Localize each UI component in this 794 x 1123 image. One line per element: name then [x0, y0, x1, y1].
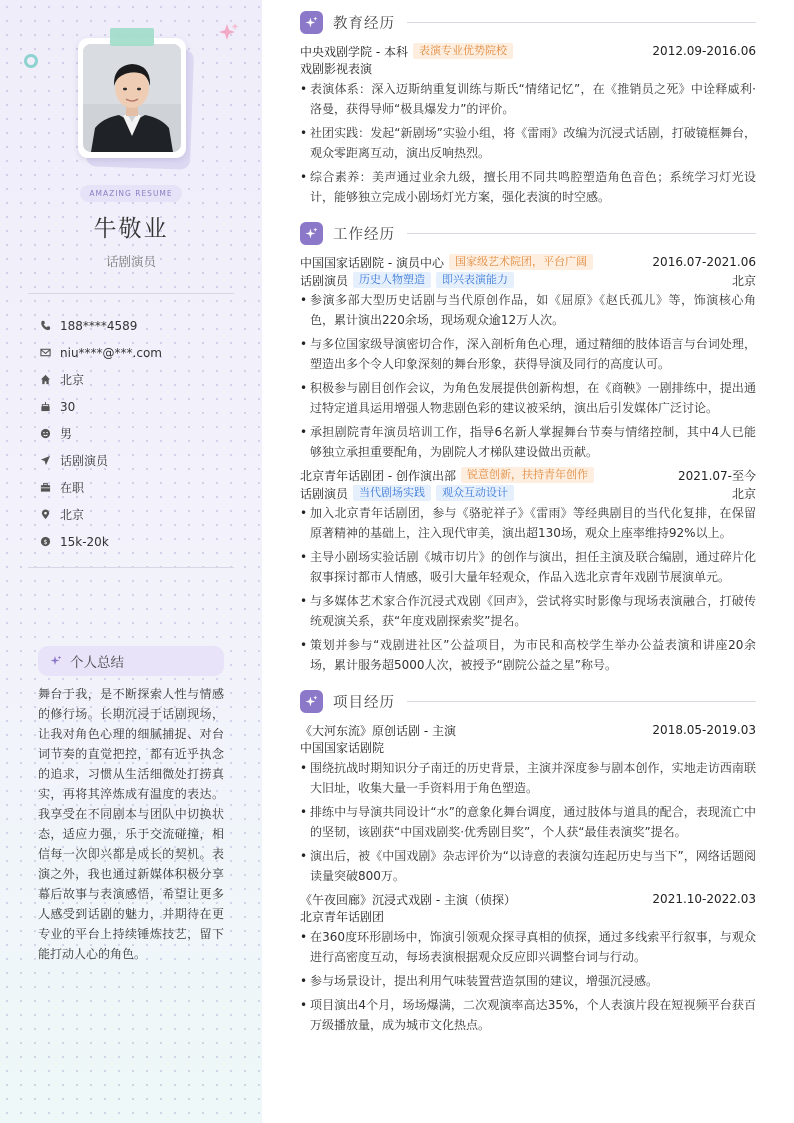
company-name: 北京青年话剧团 - 创作演出部: [300, 468, 456, 483]
projects-section: [300, 689, 756, 1035]
phone-icon: [40, 319, 60, 333]
list-item: • 排练中与导演共同设计“水”的意象化舞台调度，通过肢体与道具的配合，表现流亡中的坚韧，该剧获“中国戏剧奖·优秀剧目奖”，个人获“最佳表演奖”提名。: [300, 802, 756, 842]
send-icon: [40, 454, 60, 468]
list-item: • 与多媒体艺术家合作沉浸式戏剧《回声》，尝试将实时影像与现场表演融合，打破传统观演关系，获“年度戏剧探索奖”提名。: [300, 591, 756, 631]
bullet-list: [300, 79, 756, 207]
section-title: 教育经历: [333, 15, 395, 32]
list-item: • 加入北京青年话剧团，参与《骆驼祥子》《雷雨》等经典剧目的当代化复排，在保留原著精神的基础上，注入现代审美，演出超130场，观众上座率维持92%以上。: [300, 503, 756, 543]
education-entry: [300, 42, 756, 207]
info-home: 北京: [40, 366, 240, 393]
main-content: [300, 10, 756, 1049]
section-heading: [300, 689, 756, 713]
decorative-ring-icon: [24, 54, 38, 68]
section-rule: [407, 22, 756, 23]
contact-info-list: [40, 312, 240, 555]
list-item: • 社团实践：发起“新剧场”实验小组，将《雷雨》改编为沉浸式话剧，打破镜框舞台，观众零距离互动，演出反响热烈。: [300, 123, 756, 163]
project-name: 《大河东流》原创话剧 - 主演: [300, 723, 456, 738]
project-entry: [300, 890, 756, 1035]
info-status: 在职: [40, 474, 240, 501]
profile-photo: [78, 38, 188, 162]
project-org: 北京青年话剧团: [300, 910, 385, 924]
sparkle-icon: [218, 22, 240, 44]
sparkle-icon: [300, 222, 323, 245]
skill-tag: 历史人物塑造: [353, 272, 431, 288]
list-item: • 围绕抗战时期知识分子南迁的历史背景，主演并深度参与剧本创作，实地走访西南联大旧址，收集大量一手资料用于角色塑造。: [300, 758, 756, 798]
section-title: 工作经历: [333, 226, 395, 243]
info-location: 北京: [40, 501, 240, 528]
avatar: [83, 44, 181, 152]
bullet-list: [300, 503, 756, 675]
skill-tag: 当代剧场实践: [353, 485, 431, 501]
candidate-role: 话剧演员: [105, 254, 156, 269]
section-title: 项目经历: [333, 694, 395, 711]
info-phone: 188****4589: [40, 312, 240, 339]
company-name: 中国国家话剧院 - 演员中心: [300, 255, 444, 270]
highlight-tag: 锐意创新，扶持青年创作: [461, 467, 594, 483]
city: 北京: [731, 486, 756, 501]
school-name: 中央戏剧学院 - 本科: [300, 44, 408, 59]
list-item: • 参与场景设计，提出利用气味装置营造氛围的建议，增强沉浸感。: [300, 971, 756, 991]
photo-tape: [110, 28, 154, 46]
skill-tag: 观众互动设计: [436, 485, 514, 501]
list-item: • 承担剧院青年演员培训工作，指导6名新人掌握舞台节奏与情绪控制，其中4人已能够独立承担重要配角，为剧院人才梯队建设做出贡献。: [300, 422, 756, 462]
section-heading: [300, 221, 756, 245]
mail-icon: [40, 346, 60, 360]
list-item: • 与多位国家级导演密切合作，深入剖析角色心理，通过精细的肢体语言与台词处理，塑造出多个令人印象深刻的舞台形象，获得导演及同行的高度认可。: [300, 334, 756, 374]
list-item: • 参演多部大型历史话剧与当代原创作品，如《屈原》《赵氏孤儿》等，饰演核心角色，累计演出220余场，现场观众逾12万人次。: [300, 290, 756, 330]
home-icon: [40, 373, 60, 387]
date-range: 2016.07-2021.06: [652, 255, 756, 269]
gender-icon: [40, 427, 60, 441]
info-salary: $ 15k-20k: [40, 528, 240, 555]
highlight-tag: 表演专业优势院校: [413, 43, 513, 59]
job-role: 话剧演员: [300, 486, 349, 501]
bullet-list: [300, 758, 756, 886]
list-item: • 主导小剧场实验话剧《城市切片》的创作与演出，担任主演及联合编剧，通过碎片化叙事探讨都市人情感，吸引大量年轻观众，作品入选北京青年戏剧节展演单元。: [300, 547, 756, 587]
work-section: [300, 221, 756, 675]
divider: [28, 567, 234, 568]
info-gender: 男: [40, 420, 240, 447]
salary-icon: [40, 535, 60, 549]
summary-heading: 个人总结: [38, 646, 224, 676]
work-entry: [300, 466, 756, 675]
list-item: • 演出后，被《中国戏剧》杂志评价为“以诗意的表演勾连起历史与当下”，网络话题阅读量突破800万。: [300, 846, 756, 886]
bullet-list: [300, 927, 756, 1035]
date-range: 2021.07-至今: [678, 468, 756, 483]
skill-tag: 即兴表演能力: [436, 272, 514, 288]
info-email: niu****@***.com: [40, 339, 240, 366]
briefcase-icon: [40, 481, 60, 495]
education-section: [300, 10, 756, 207]
list-item: • 策划并参与“戏剧进社区”公益项目，为市民和高校学生举办公益表演和讲座20余场，累计服务超5000人次，被授予“剧院公益之星”称号。: [300, 635, 756, 675]
major: 戏剧影视表演: [300, 62, 373, 76]
list-item: • 积极参与剧目创作会议，为角色发展提供创新构想，在《商鞅》一剧排练中，提出通过特定道具运用增强人物悲剧色彩的建议被采纳，演出后引发媒体广泛讨论。: [300, 378, 756, 418]
location-pin-icon: [40, 508, 60, 522]
date-range: 2018.05-2019.03: [652, 723, 756, 737]
candidate-name: 牛敬业: [93, 216, 169, 242]
job-role: 话剧演员: [300, 273, 349, 288]
list-item: • 综合素养：美声通过业余九级，擅长用不同共鸣腔塑造角色音色；系统学习灯光设计，能够独立完成小剧场灯光方案，强化表演的时空感。: [300, 167, 756, 207]
city: 北京: [731, 273, 756, 288]
sparkle-icon: [300, 11, 323, 34]
info-age: 30: [40, 393, 240, 420]
svg-text:$: $: [43, 537, 48, 546]
date-range: 2012.09-2016.06: [652, 44, 756, 58]
info-job: 话剧演员: [40, 447, 240, 474]
work-entry: [300, 253, 756, 462]
resume-tagline: AMAZING RESUME: [80, 185, 182, 202]
highlight-tag: 国家级艺术院团，平台广阔: [449, 254, 593, 270]
section-rule: [407, 233, 756, 234]
sparkle-icon: [50, 655, 62, 667]
project-org: 中国国家话剧院: [300, 741, 385, 755]
section-heading: [300, 10, 756, 34]
list-item: • 在360度环形剧场中，饰演引领观众探寻真相的侦探，通过多线索平行叙事，与观众进行高密度互动，每场表演根据观众反应即兴调整台词与行动。: [300, 927, 756, 967]
project-name: 《午夜回廊》沉浸式戏剧 - 主演（侦探）: [300, 892, 516, 907]
date-range: 2021.10-2022.03: [652, 892, 756, 906]
list-item: • 项目演出4个月，场场爆满，二次观演率高达35%，个人表演片段在短视频平台获百万级播放量，成为城市文化热点。: [300, 995, 756, 1035]
cake-icon: [40, 400, 60, 414]
sidebar: [0, 0, 262, 1123]
sparkle-icon: [300, 690, 323, 713]
project-entry: [300, 721, 756, 886]
divider: [28, 293, 234, 294]
list-item: • 表演体系：深入迈斯纳重复训练与斯氏“情绪记忆”，在《推销员之死》中诠释威利·洛曼，获得导师“极具爆发力”的评价。: [300, 79, 756, 119]
bullet-list: [300, 290, 756, 462]
section-rule: [407, 701, 756, 702]
summary-text: 舞台于我，是不断探索人性与情感的修行场。长期沉浸于话剧现场，让我对角色心理的细腻捕捉、对台词节奏的直觉把控，都有近乎执念的追求，习惯从生活细微处打捞真实，再将其淬炼成有温度的表达。我享受在不同剧本与团队中切换状态，适应力强，乐于交流碰撞，相信每一次即兴都是成长的契机。表演之外，我也通过新媒体积极分享幕后故事与表演感悟，希望让更多人感受到话剧的魅力，并期待在更专业的平台上持续锤炼技艺，留下能打动人心的角色。: [38, 687, 224, 961]
